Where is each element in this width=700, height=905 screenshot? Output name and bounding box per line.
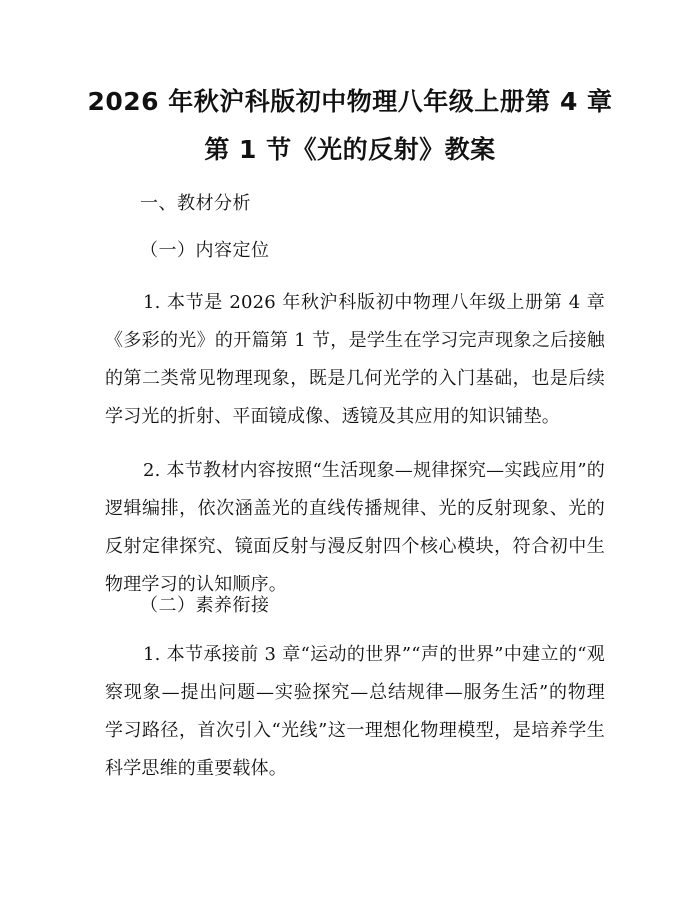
document-title-line-1: 2026 年秋沪科版初中物理八年级上册第 4 章 (87, 87, 613, 116)
document-title-line-2: 第 1 节《光的反射》教案 (204, 135, 496, 164)
subsection-heading-content-positioning: （一）内容定位 (140, 240, 270, 261)
paragraph-content-positioning-1: 1. 本节是 2026 年秋沪科版初中物理八年级上册第 4 章《多彩的光》的开篇第 1 节，是学生在学习完声现象之后接触的第二类常见物理现象，既是几何光学的入门基础，也是后续学习光的折射、平面镜成像、透镜及其应用的知识铺垫。 (105, 292, 605, 427)
section-heading-textbook-analysis: 一、教材分析 (140, 193, 251, 214)
paragraph-content-positioning-2: 2. 本节教材内容按照“生活现象—规律探究—实践应用”的逻辑编排，依次涵盖光的直线传播规律、光的反射现象、光的反射定律探究、镜面反射与漫反射四个核心模块，符合初中生物理学习的认知顺序。 (105, 460, 605, 595)
subsection-heading-literacy-connection: （二）素养衔接 (140, 595, 270, 616)
paragraph-literacy-connection-1: 1. 本节承接前 3 章“运动的世界”“声的世界”中建立的“观察现象—提出问题—实验探究—总结规律—服务生活”的物理学习路径，首次引入“光线”这一理想化物理模型，是培养学生科学思维的重要载体。 (105, 644, 605, 779)
